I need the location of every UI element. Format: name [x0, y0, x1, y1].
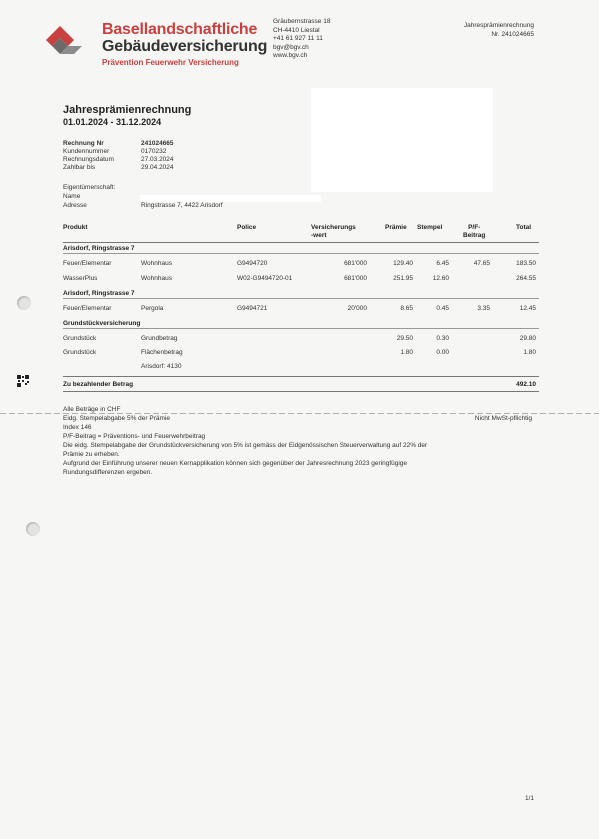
- col-header-insured-value: Versicherungs -wert: [311, 224, 356, 239]
- cell-insured-value: 681'000: [344, 275, 367, 282]
- meta-value-invoice-no: 241024665: [141, 140, 174, 147]
- cell-product: Feuer/Elementar: [63, 305, 112, 312]
- cell-premium: 129.40: [393, 260, 413, 267]
- address-web: www.bgv.ch: [273, 52, 308, 60]
- col-header-stamp: Stempel: [417, 224, 443, 231]
- cell-total: 12.45: [519, 305, 536, 312]
- group-title: Grundstückversicherung: [63, 320, 141, 327]
- address-city: CH-4410 Liestal: [273, 26, 320, 34]
- meta-value-invoice-date: 27.03.2024: [141, 156, 174, 163]
- cell-object: Wohnhaus: [141, 260, 172, 267]
- cell-pf: 3.35: [477, 305, 490, 312]
- cell-object: Wohnhaus: [141, 275, 172, 282]
- cell-premium: 8.65: [400, 305, 413, 312]
- company-logo-icon: [38, 18, 90, 62]
- total-divider-bottom: [63, 391, 539, 392]
- owner-label: Eigentümerschaft:: [63, 184, 116, 191]
- meta-value-due-date: 29.04.2024: [141, 164, 174, 171]
- cell-object: Grundbetrag: [141, 335, 178, 342]
- cell-insured-value: 681'000: [344, 260, 367, 267]
- address-phone: +41 61 927 11 11: [273, 35, 323, 43]
- meta-label-invoice-no: Rechnung Nr: [63, 140, 104, 147]
- page-number: 1/1: [524, 795, 534, 802]
- address-label: Adresse: [63, 202, 87, 209]
- note-pf-definition: P/F-Beitrag = Präventions- und Feuerwehrbeitrag: [63, 433, 206, 440]
- table-header-divider: [63, 242, 539, 243]
- col-header-product: Produkt: [63, 224, 88, 231]
- brand-name-line1: Basellandschaftliche: [102, 21, 258, 38]
- note-vat: Nicht MwSt-pflichtig: [474, 415, 532, 422]
- group-divider: [63, 253, 539, 254]
- cell-product: Grundstück: [63, 335, 97, 342]
- col-header-premium: Prämie: [385, 224, 407, 231]
- note-rounding-2: Rundungsdifferenzen ergeben.: [63, 469, 153, 476]
- header-doc-info: [464, 22, 534, 39]
- group-title: Arisdorf, Ringstrasse 7: [63, 290, 135, 297]
- cell-stamp: 6.45: [436, 260, 449, 267]
- brand-name-line2: Gebäudeversicherung: [102, 38, 268, 55]
- note-stamp-text-2: Prämie zu erheben.: [63, 451, 120, 458]
- meta-label-customer-no: Kundennummer: [63, 148, 110, 155]
- cell-total: 1.80: [523, 349, 536, 356]
- cell-product: WasserPlus: [63, 275, 98, 282]
- header-doc-type: Jahresprämienrechnung: [463, 22, 534, 29]
- group-title: Arisdorf, Ringstrasse 7: [63, 245, 135, 252]
- cell-pf: 47.65: [473, 260, 490, 267]
- col-header-pf-contribution: P/F- Beitrag: [463, 224, 486, 239]
- cell-product: Grundstück: [63, 349, 97, 356]
- col-header-policy: Police: [237, 224, 257, 231]
- brand-tagline: Prävention Feuerwehr Versicherung: [102, 58, 239, 67]
- cell-object: Flächenbetrag: [141, 349, 183, 356]
- meta-value-customer-no: 0170232: [141, 148, 167, 155]
- group-divider: [63, 328, 539, 329]
- cell-policy: G9494721: [237, 305, 268, 312]
- address-email: bgv@bgv.ch: [273, 43, 309, 51]
- meta-label-invoice-date: Rechnungsdatum: [63, 156, 114, 163]
- note-stamp-text-1: Die eidg. Stempelabgabe der Grundstückversicherung von 5% ist gemäss der Eidgenössischen Steuerverwaltung auf 22% der: [63, 442, 428, 449]
- cell-stamp: 12.60: [432, 275, 449, 282]
- cell-policy: W02-G9494720-01: [237, 275, 293, 282]
- cell-premium: 29.50: [396, 335, 413, 342]
- note-index: Index 146: [63, 424, 92, 431]
- cell-total: 264.55: [516, 275, 536, 282]
- qr-code-icon: [17, 375, 29, 387]
- cell-premium: 251.95: [393, 275, 413, 282]
- address-street: Gräubernstrasse 18: [273, 18, 331, 25]
- address-value: Ringstrasse 7, 4422 Arisdorf: [141, 202, 223, 209]
- col-header-total: Total: [516, 224, 532, 231]
- redacted-name: [140, 195, 321, 202]
- cell-stamp: 0.00: [436, 349, 449, 356]
- punch-hole: [26, 522, 40, 536]
- punch-hole: [17, 296, 31, 310]
- invoice-title: Jahresprämienrechnung: [63, 104, 192, 116]
- cell-insured-value: 20'000: [347, 305, 367, 312]
- cell-total: 183.50: [516, 260, 536, 267]
- cell-stamp: 0.30: [436, 335, 449, 342]
- total-divider-top: [63, 376, 539, 377]
- total-label: Zu bezahlender Betrag: [63, 381, 134, 388]
- header-doc-number: Nr. 241024665: [491, 30, 534, 38]
- cell-product: Feuer/Elementar: [63, 260, 112, 267]
- meta-label-due-date: Zahlbar bis: [63, 164, 96, 171]
- cell-object: Arisdorf: 4130: [141, 363, 182, 370]
- cell-total: 29.80: [519, 335, 536, 342]
- name-label: Name: [63, 193, 81, 200]
- cell-object: Pergola: [141, 305, 164, 312]
- note-stamp-duty: Eidg. Stempelabgabe 5% der Prämie: [63, 415, 170, 422]
- cell-stamp: 0.45: [436, 305, 449, 312]
- note-currency: Alle Beträge in CHF: [63, 406, 121, 413]
- cell-premium: 1.80: [400, 349, 413, 356]
- invoice-period: 01.01.2024 - 31.12.2024: [63, 117, 162, 127]
- group-divider: [63, 298, 539, 299]
- redacted-recipient-block: [311, 88, 493, 192]
- total-amount: 492.10: [516, 381, 536, 388]
- note-rounding-1: Aufgrund der Einführung unserer neuen Kernapplikation können sich gegenüber der Jahresrechnung 2023 geringfügige: [63, 460, 408, 467]
- cell-policy: G9494720: [237, 260, 268, 267]
- company-address: [273, 18, 330, 61]
